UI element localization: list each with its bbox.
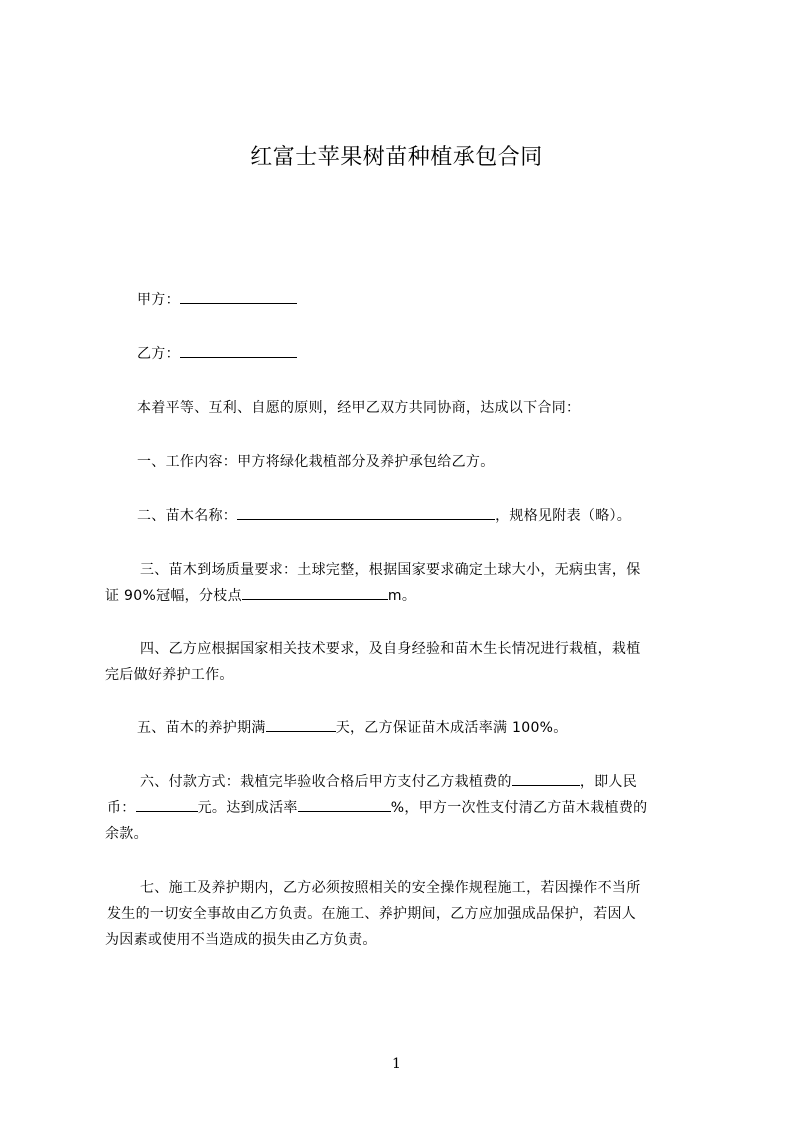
- clause-6-line2-suffix: %，甲方一次性支付清乙方苗木栽植费的: [390, 800, 648, 816]
- seedling-name-blank[interactable]: [237, 504, 495, 520]
- contract-title: 红富士苹果树苗种植承包合同: [250, 145, 543, 170]
- clause-3-prefix: 证 90%冠幅，分枝点: [105, 588, 242, 604]
- clause-5-suffix: 天，乙方保证苗木成活率满 100%。: [335, 720, 568, 736]
- clause-4-line-1: 四、乙方应根据国家相关技术要求，及自身经验和苗木生长情况进行栽植，栽植: [140, 641, 641, 657]
- rmb-amount-blank[interactable]: [136, 796, 198, 812]
- planting-fee-percent-blank[interactable]: [512, 770, 580, 786]
- clause-7-line-1: 七、施工及养护期内，乙方必须按照相关的安全操作规程施工，若因操作不当所: [140, 880, 641, 896]
- clause-6-prefix: 六、付款方式：栽植完毕验收合格后甲方支付乙方栽植费的: [140, 774, 512, 790]
- clause-3-line-2: [105, 583, 416, 609]
- survival-rate-blank[interactable]: [298, 796, 391, 812]
- clause-3-line-1: 三、苗木到场质量要求：土球完整，根据国家要求确定土球大小，无病虫害，保: [140, 562, 641, 578]
- clause-6-line-1: [140, 769, 637, 795]
- clause-7-line-3: 为因素或使用不当造成的损失由乙方负责。: [105, 932, 377, 948]
- party-a-label: 甲方：: [137, 292, 180, 308]
- clause-6-line1-suffix: ，即人民: [579, 774, 638, 790]
- clause-6-line-3: 余款。: [105, 826, 148, 842]
- clause-6-survival-label: 元。达到成活率: [197, 800, 298, 816]
- party-b-label: 乙方：: [137, 346, 180, 362]
- clause-7-line-2: 发生的一切安全事故由乙方负责。在施工、养护期间，乙方应加强成品保护，若因人: [107, 906, 637, 922]
- branch-point-blank[interactable]: [242, 584, 388, 600]
- party-a-blank[interactable]: [180, 288, 297, 304]
- clause-6-line-2: [107, 795, 647, 821]
- clause-2-suffix: ，规格见附表（略）。: [495, 508, 632, 524]
- clause-2-prefix: 二、苗木名称：: [137, 508, 238, 524]
- clause-5-prefix: 五、苗木的养护期满: [137, 720, 266, 736]
- page-number: 1: [392, 1056, 401, 1072]
- clause-6-currency-label: 币：: [107, 800, 136, 816]
- party-b-line: [137, 341, 297, 367]
- clause-2-line: [137, 503, 631, 529]
- clause-4-line-2: 完后做好养护工作。: [105, 667, 234, 683]
- clause-5-line: [137, 715, 568, 741]
- preamble: 本着平等、互利、自愿的原则，经甲乙双方共同协商，达成以下合同：: [137, 400, 581, 416]
- party-b-blank[interactable]: [180, 342, 297, 358]
- clause-3-suffix: m。: [387, 588, 417, 604]
- party-a-line: [137, 287, 297, 313]
- maintenance-days-blank[interactable]: [266, 716, 336, 732]
- clause-1: 一、工作内容：甲方将绿化栽植部分及养护承包给乙方。: [137, 454, 495, 470]
